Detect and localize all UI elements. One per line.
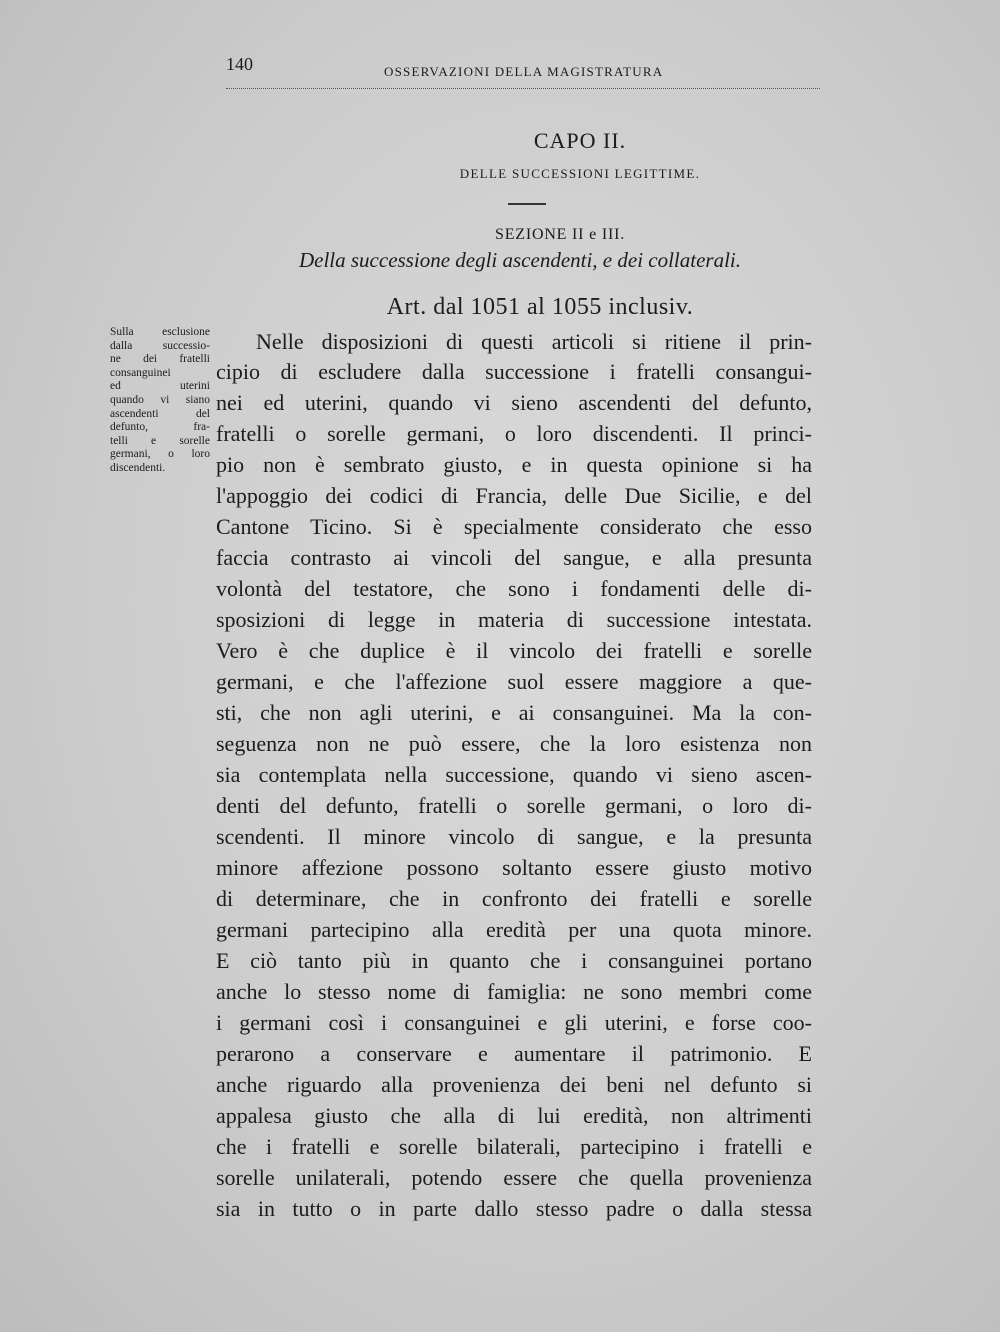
body-line: faccia contrasto ai vincoli del sangue, e alla presunta	[216, 545, 812, 570]
body-line: perarono a conservare e aumentare il patrimonio. E	[216, 1041, 812, 1066]
body-line: sposizioni di legge in materia di successione intestata.	[216, 607, 812, 632]
page-header	[226, 54, 820, 89]
body-line: sia contemplata nella successione, quando vi sieno ascen-	[216, 762, 812, 787]
body-line: anche riguardo alla provenienza dei beni nel defunto si	[216, 1072, 812, 1097]
body-line: minore affezione possono soltanto essere giusto motivo	[216, 855, 812, 880]
body-line: pio non è sembrato giusto, e in questa opinione si ha	[216, 452, 812, 477]
body-line: l'appoggio dei codici di Francia, delle Due Sicilie, e del	[216, 483, 812, 508]
body-line: germani partecipino alla eredità per una quota minore.	[216, 917, 812, 942]
body-line: scendenti. Il minore vincolo di sangue, e la presunta	[216, 824, 812, 849]
section-subtitle: Della successione degli ascendenti, e dei collaterali.	[298, 248, 742, 272]
article-heading: Art. dal 1051 al 1055 inclusiv.	[386, 294, 694, 320]
margin-note-line: Sulla esclusione	[110, 326, 210, 338]
body-line: volontà del testatore, che sono i fondamenti delle di-	[216, 576, 812, 601]
body-line: germani, e che l'affezione suol essere maggiore a que-	[216, 669, 812, 694]
chapter-title: CAPO II.	[533, 128, 627, 153]
body-line: appalesa giusto che alla di lui eredità, non altrimenti	[216, 1103, 812, 1128]
section-divider	[508, 203, 546, 205]
body-line: E ciò tanto più in quanto che i consanguinei portano	[216, 948, 812, 973]
margin-note-line: quando vi siano	[110, 393, 210, 406]
body-line: cipio di escludere dalla successione i fratelli consangui-	[216, 359, 812, 384]
body-line: nei ed uterini, quando vi sieno ascendenti del defunto,	[216, 390, 812, 415]
margin-note-line: dalla successio-	[110, 339, 210, 352]
body-line: seguenza non ne può essere, che la loro esistenza non	[216, 731, 812, 756]
body-line: Vero è che duplice è il vincolo dei fratelli e sorelle	[216, 638, 812, 663]
margin-note-line: ascendenti del	[110, 407, 210, 420]
body-line: sia in tutto o in parte dallo stesso padre o dalla stessa	[216, 1196, 812, 1221]
margin-note-line: consanguinei	[110, 366, 171, 379]
body-line: i germani così i consanguinei e gli uterini, e forse coo-	[216, 1010, 812, 1035]
body-line: fratelli o sorelle germani, o loro discendenti. Il princi-	[216, 421, 812, 446]
running-head: OSSERVAZIONI DELLA MAGISTRATURA	[384, 64, 664, 79]
margin-note-line: telli e sorelle	[110, 434, 210, 447]
body-line: anche lo stesso nome di famiglia: ne sono membri come	[216, 979, 812, 1004]
body-line: Nelle disposizioni di questi articoli si ritiene il prin-	[256, 329, 812, 354]
margin-note-line: ed uterini	[110, 380, 210, 393]
margin-note-line: defunto, fra-	[110, 421, 210, 434]
section-title: SEZIONE II e III.	[495, 226, 625, 243]
body-line: di determinare, che in confronto dei fratelli e sorelle	[216, 886, 812, 911]
body-line: sti, che non agli uterini, e ai consanguinei. Ma la con-	[216, 700, 812, 725]
body-line: sorelle unilaterali, potendo essere che quella provenienza	[216, 1165, 812, 1190]
chapter-subtitle: DELLE SUCCESSIONI LEGITTIME.	[459, 166, 701, 181]
page-number: 140	[226, 54, 253, 74]
margin-note-line: ne dei fratelli	[110, 353, 210, 366]
body-line: che i fratelli e sorelle bilaterali, partecipino i fratelli e	[216, 1134, 812, 1159]
margin-note-line: germani, o loro	[110, 448, 210, 461]
body-line: denti del defunto, fratelli o sorelle germani, o loro di-	[216, 793, 812, 818]
margin-note	[110, 326, 210, 476]
body-line: Cantone Ticino. Si è specialmente considerato che esso	[216, 514, 812, 539]
margin-note-line: discendenti.	[110, 461, 166, 474]
